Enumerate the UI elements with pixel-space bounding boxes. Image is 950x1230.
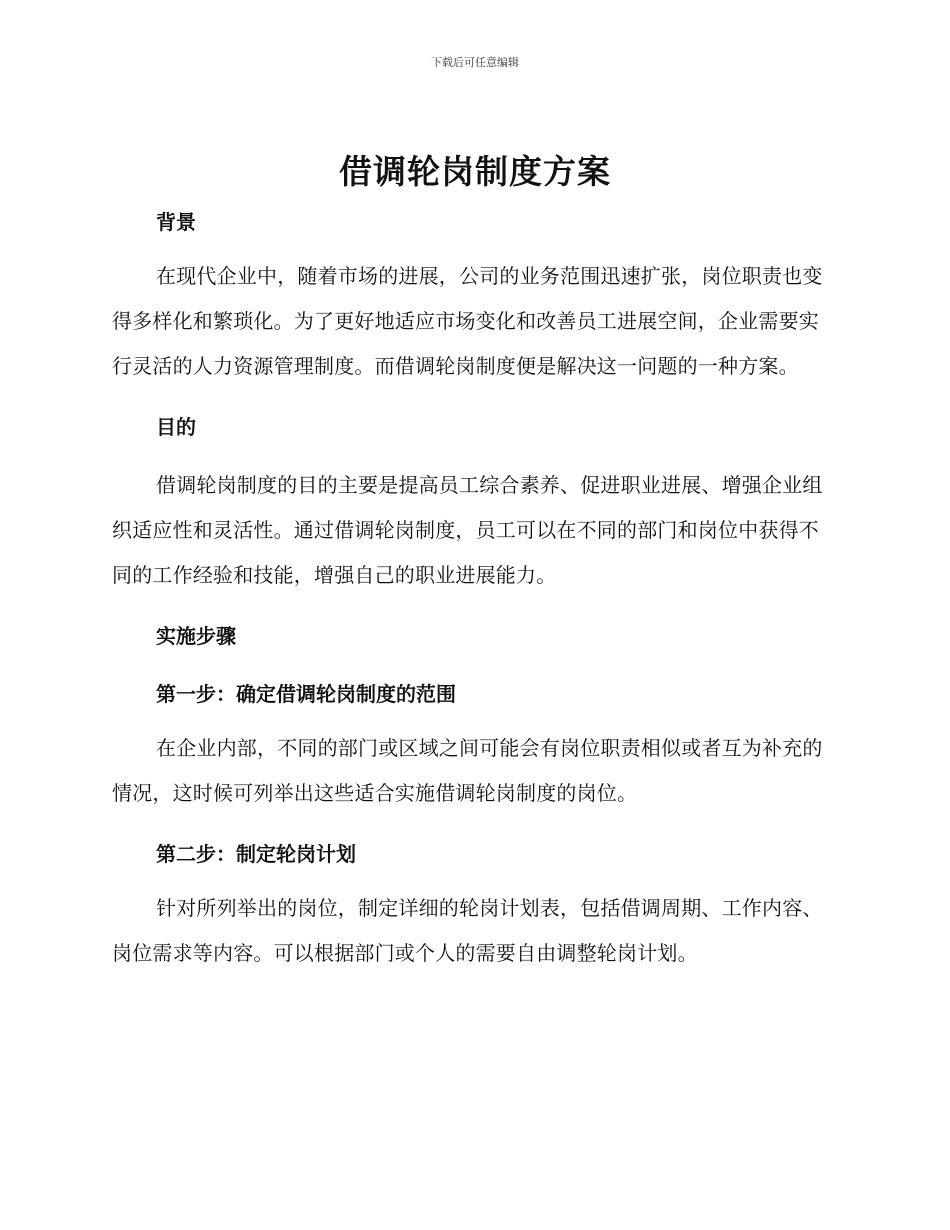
document-title: 借调轮岗制度方案 [339, 152, 611, 191]
section-heading-step-one: 第一步：确定借调轮岗制度的范围 [156, 682, 456, 706]
document-body [112, 202, 832, 976]
section-paragraph-purpose: 借调轮岗制度的目的主要是提高员工综合素养、促进职业进展、增强企业组织适应性和灵活性。通过借调轮岗制度，员工可以在不同的部门和岗位中获得不同的工作经验和技能，增强自己的职业进展能力。 [112, 473, 823, 587]
section-paragraph-step-one: 在企业内部，不同的部门或区域之间可能会有岗位职责相似或者互为补充的情况，这时候可列举出这些适合实施借调轮岗制度的岗位。 [112, 736, 823, 805]
section-heading-step-two: 第二步：制定轮岗计划 [156, 842, 356, 866]
section-paragraph-background: 在现代企业中，随着市场的进展，公司的业务范围迅速扩张，岗位职责也变得多样化和繁琐化。为了更好地适应市场变化和改善员工进展空间，企业需要实行灵活的人力资源管理制度。而借调轮岗制度便是解决这一问题的一种方案。 [112, 264, 823, 378]
section-heading-background: 背景 [156, 210, 196, 234]
section-paragraph-step-two: 针对所列举出的岗位，制定详细的轮岗计划表，包括借调周期、工作内容、岗位需求等内容。可以根据部门或个人的需要自由调整轮岗计划。 [112, 896, 823, 965]
section-heading-steps: 实施步骤 [156, 624, 236, 648]
section-heading-purpose: 目的 [156, 415, 196, 439]
header-note: 下载后可任意编辑 [431, 56, 519, 69]
